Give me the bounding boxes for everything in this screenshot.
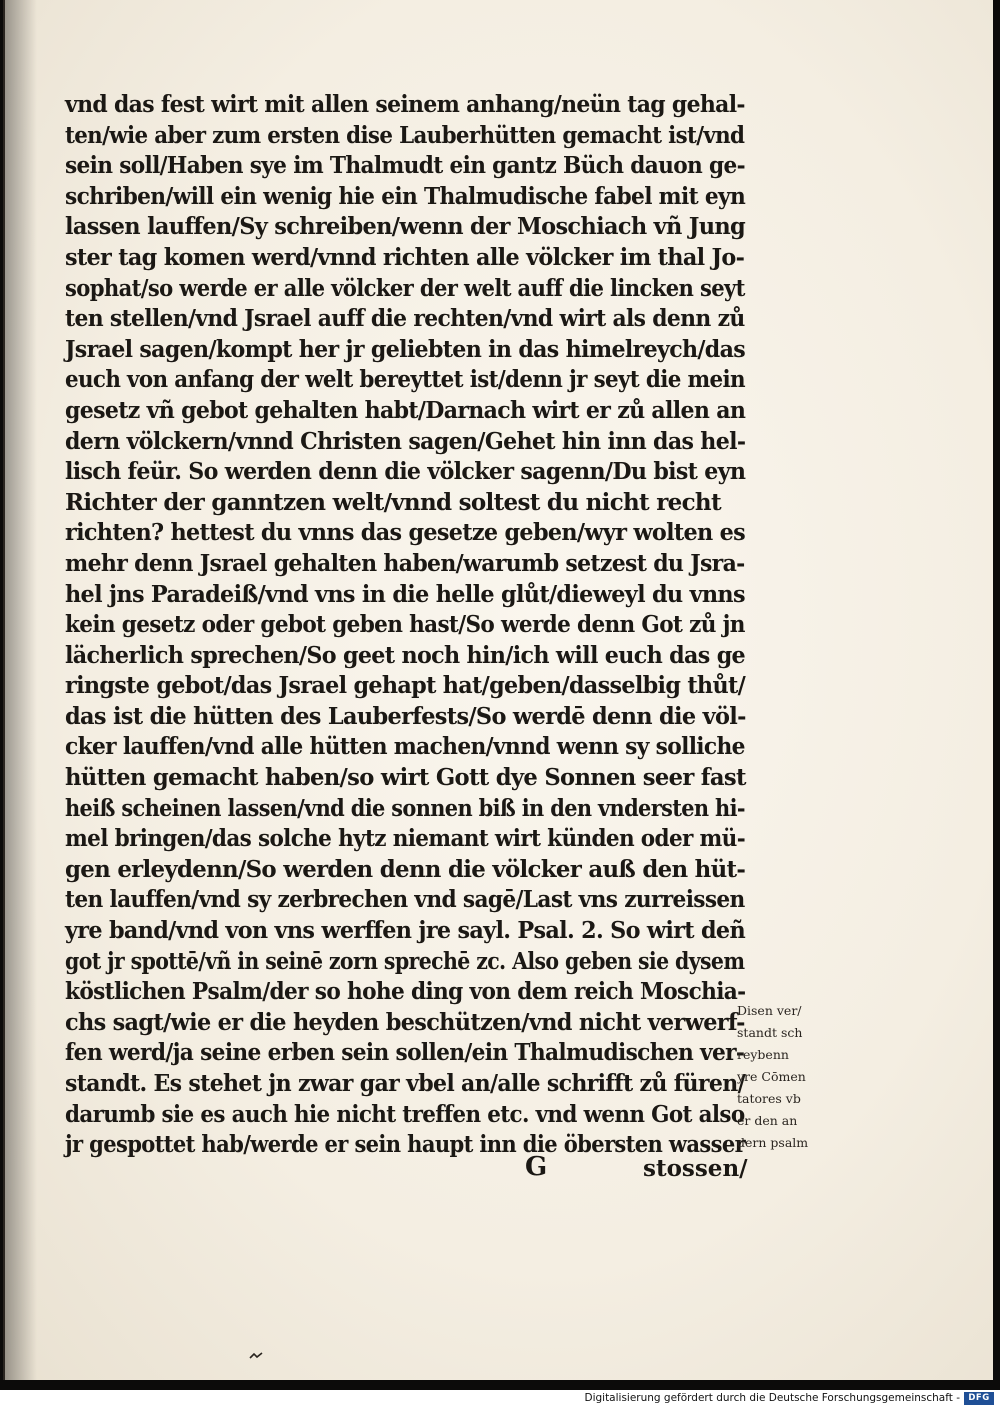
- marginal-note-line: yre Cōmen: [737, 1069, 806, 1084]
- text-line: Richter der ganntzen welt/vnnd soltest du nicht recht: [65, 488, 721, 516]
- text-line: sein soll/Haben sye im Thalmudt ein gantz Büch dauon ge-: [65, 152, 745, 180]
- text-line: sophat/so werde er alle völcker der welt auff die lincken seyt: [65, 274, 745, 302]
- marginal-note: [737, 1000, 837, 1154]
- marginal-note-line: er den an: [737, 1113, 798, 1128]
- gutter-shadow: [5, 0, 37, 1380]
- text-line: ringste gebot/das Jsrael gehapt hat/geben/dasselbig thůt/: [65, 672, 746, 700]
- funding-credit: Digitalisierung gefördert durch die Deutsche Forschungsgemeinschaft -: [584, 1392, 960, 1404]
- body-text-block: [65, 90, 745, 1161]
- text-line: ten stellen/vnd Jsrael auff die rechten/vnd wirt als denn zů: [65, 305, 745, 333]
- ink-smudge-mark: [249, 1352, 263, 1360]
- text-line: jr gespottet hab/werde er sein haupt inn die öbersten wasser: [65, 1131, 746, 1159]
- text-line: gesetz vñ gebot gehalten habt/Darnach wirt er zů allen an: [65, 396, 746, 424]
- text-line: lisch feür. So werden denn die völcker sagenn/Du bist eyn: [65, 458, 746, 486]
- text-line: richten? hettest du vnns das gesetze geben/wyr wolten es: [65, 519, 746, 547]
- text-line: kein gesetz oder gebot geben hast/So werde denn Got zů jn: [65, 611, 745, 639]
- text-line: hel jns Paradeiß/vnd vns in die helle glůt/dieweyl du vnns: [65, 580, 745, 608]
- text-line: Jsrael sagen/kompt her jr geliebten in das himelreych/das: [65, 335, 746, 363]
- text-line: standt. Es stehet jn zwar gar vbel an/alle schrifft zů füren/: [65, 1070, 745, 1097]
- text-line: lassen lauffen/Sy schreiben/wenn der Moschiach vñ Jung: [65, 213, 746, 241]
- text-line: ten/wie aber zum ersten dise Lauberhütten gemacht ist/vnd: [65, 121, 745, 149]
- text-line: mehr denn Jsrael gehalten haben/warumb setzest du Jsra-: [65, 549, 745, 577]
- text-line: das ist die hütten des Lauberfests/So werdē denn die völ-: [65, 702, 746, 730]
- text-line: mel bringen/das solche hytz niemant wirt künden oder mü-: [65, 825, 745, 853]
- text-line: ster tag komen werd/vnnd richten alle völcker im thal Jo-: [65, 243, 745, 271]
- text-line: cker lauffen/vnd alle hütten machen/vnnd wenn sy solliche: [65, 733, 745, 761]
- footer-bar: [0, 1390, 1000, 1408]
- marginal-note-line: Disen ver/: [737, 1003, 802, 1018]
- dfg-logo[interactable]: DFG: [964, 1392, 994, 1405]
- marginal-note-line: dern psalm: [737, 1135, 809, 1150]
- text-line: schriben/will ein wenig hie ein Thalmudische fabel mit eyn: [65, 182, 746, 210]
- marginal-note-line: tatores vb: [737, 1091, 801, 1106]
- text-line: chs sagt/wie er die heyden beschützen/vnd nicht verwerf-: [65, 1008, 745, 1036]
- text-line: yre band/vnd von vns werffen jre sayl. Psal. 2. So wirt deñ: [65, 917, 745, 945]
- text-line: hütten gemacht haben/so wirt Gott dye Sonnen seer fast: [65, 764, 746, 792]
- catchword: stossen/: [643, 1155, 748, 1182]
- text-line: ten lauffen/vnd sy zerbrechen vnd sagē/Last vns zurreissen: [65, 886, 745, 914]
- text-line: köstlichen Psalm/der so hohe ding von dem reich Moschia-: [65, 978, 746, 1006]
- text-line: gen erleydenn/So werden denn die völcker auß den hüt-: [65, 855, 746, 883]
- text-line: fen werd/ja seine erben sein sollen/ein Thalmudischen ver-: [65, 1039, 745, 1067]
- marginal-note-line: standt sch: [737, 1025, 803, 1040]
- text-line: dern völckern/vnnd Christen sagen/Gehet hin inn das hel-: [65, 427, 746, 455]
- book-page: [3, 0, 993, 1380]
- signature-mark: G: [525, 1152, 548, 1182]
- text-line: heiß scheinen lassen/vnd die sonnen biß in den vndersten hi-: [65, 794, 745, 822]
- text-line: got jr spottē/vñ in seinē zorn sprechē zc. Also geben sie dysem: [65, 947, 745, 975]
- text-line: vnd das fest wirt mit allen seinem anhang/neün tag gehal-: [65, 91, 745, 118]
- text-line: lächerlich sprechen/So geet noch hin/ich will euch das ge: [65, 641, 746, 669]
- text-line: euch von anfang der welt bereyttet ist/denn jr seyt die mein: [65, 366, 745, 394]
- text-line: darumb sie es auch hie nicht treffen etc. vnd wenn Got also: [65, 1100, 745, 1128]
- marginal-note-line: reybenn: [737, 1047, 789, 1062]
